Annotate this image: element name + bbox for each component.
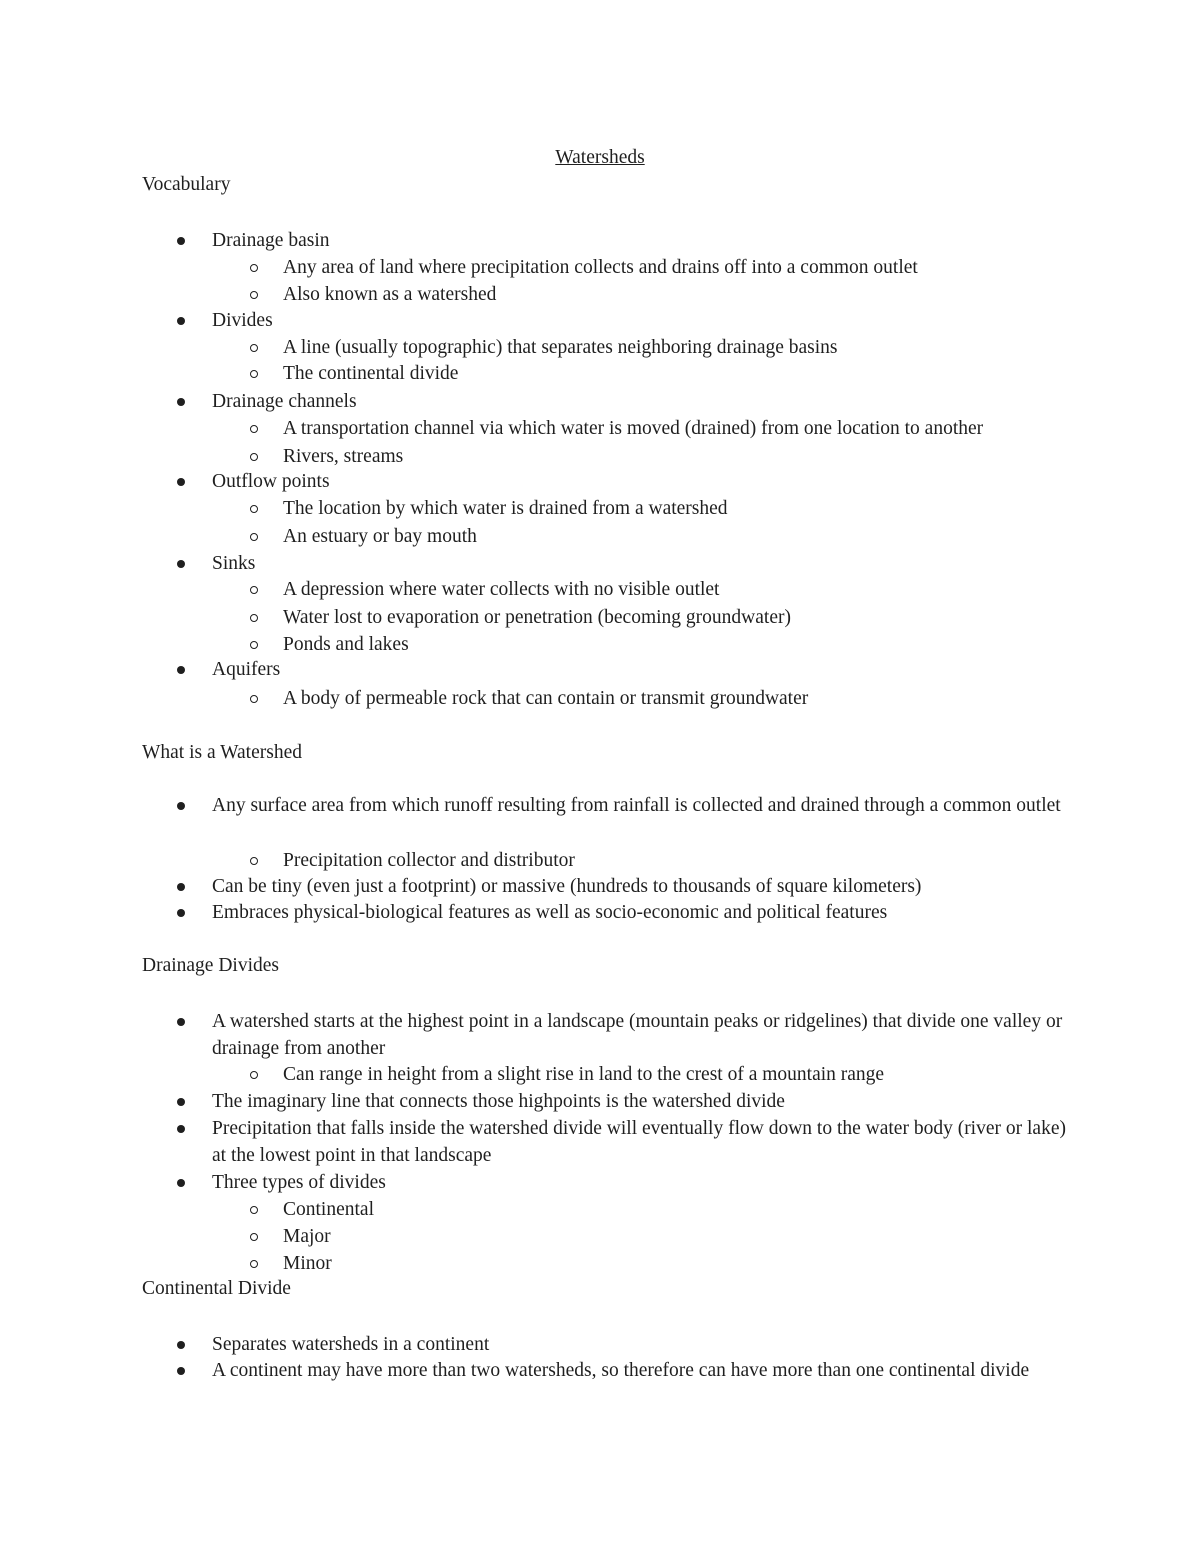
list-item: A continent may have more than two watersheds, so therefore can have more than one continental divide	[212, 1357, 1082, 1384]
sub-list-item: Water lost to evaporation or penetration (becoming groundwater)	[283, 604, 1083, 631]
list-item: Divides	[212, 307, 1082, 334]
list-item: Embraces physical-biological features as well as socio-economic and political features	[212, 899, 1082, 926]
sub-list-item: Precipitation collector and distributor	[283, 847, 1083, 874]
sub-list-item: Continental	[283, 1196, 1083, 1223]
sub-list-item: Any area of land where precipitation collects and drains off into a common outlet	[283, 254, 1083, 281]
list-item: Sinks	[212, 550, 1082, 577]
section-heading-vocabulary: Vocabulary	[142, 174, 231, 195]
sub-list-item: Can range in height from a slight rise in land to the crest of a mountain range	[283, 1061, 1083, 1088]
list-item: Precipitation that falls inside the watershed divide will eventually flow down to the water body (river or lake) at the lowest point in that landscape	[212, 1115, 1082, 1169]
list-item: The imaginary line that connects those highpoints is the watershed divide	[212, 1088, 1082, 1115]
sub-list-item: Also known as a watershed	[283, 281, 1083, 308]
sub-list-item: Major	[283, 1223, 1083, 1250]
sub-list-item: The location by which water is drained from a watershed	[283, 495, 1083, 522]
sub-list-item: A transportation channel via which water is moved (drained) from one location to another	[283, 415, 1083, 442]
list-item: Drainage channels	[212, 388, 1082, 415]
sub-list-item: The continental divide	[283, 360, 1083, 387]
section-heading-what-is-a-watershed: What is a Watershed	[142, 742, 302, 763]
sub-list-item: A depression where water collects with no visible outlet	[283, 576, 1083, 603]
page-title: Watersheds	[555, 147, 645, 168]
sub-list-item: Ponds and lakes	[283, 631, 1083, 658]
list-item: Separates watersheds in a continent	[212, 1331, 1082, 1358]
sub-list-item: A line (usually topographic) that separates neighboring drainage basins	[283, 334, 1083, 361]
list-item: Three types of divides	[212, 1169, 1082, 1196]
list-item: A watershed starts at the highest point in a landscape (mountain peaks or ridgelines) that divide one valley or drainage from another	[212, 1008, 1082, 1062]
list-item: Drainage basin	[212, 227, 1082, 254]
sub-list-item: An estuary or bay mouth	[283, 523, 1083, 550]
list-item: Outflow points	[212, 468, 1082, 495]
list-item: Any surface area from which runoff resulting from rainfall is collected and drained through a common outlet	[212, 792, 1082, 819]
section-heading-drainage-divides: Drainage Divides	[142, 955, 279, 976]
sub-list-item: Minor	[283, 1250, 1083, 1277]
list-item: Can be tiny (even just a footprint) or massive (hundreds to thousands of square kilometers)	[212, 873, 1082, 900]
sub-list-item: Rivers, streams	[283, 443, 1083, 470]
list-item: Aquifers	[212, 656, 1082, 683]
section-heading-continental-divide: Continental Divide	[142, 1278, 291, 1299]
sub-list-item: A body of permeable rock that can contain or transmit groundwater	[283, 685, 1083, 712]
